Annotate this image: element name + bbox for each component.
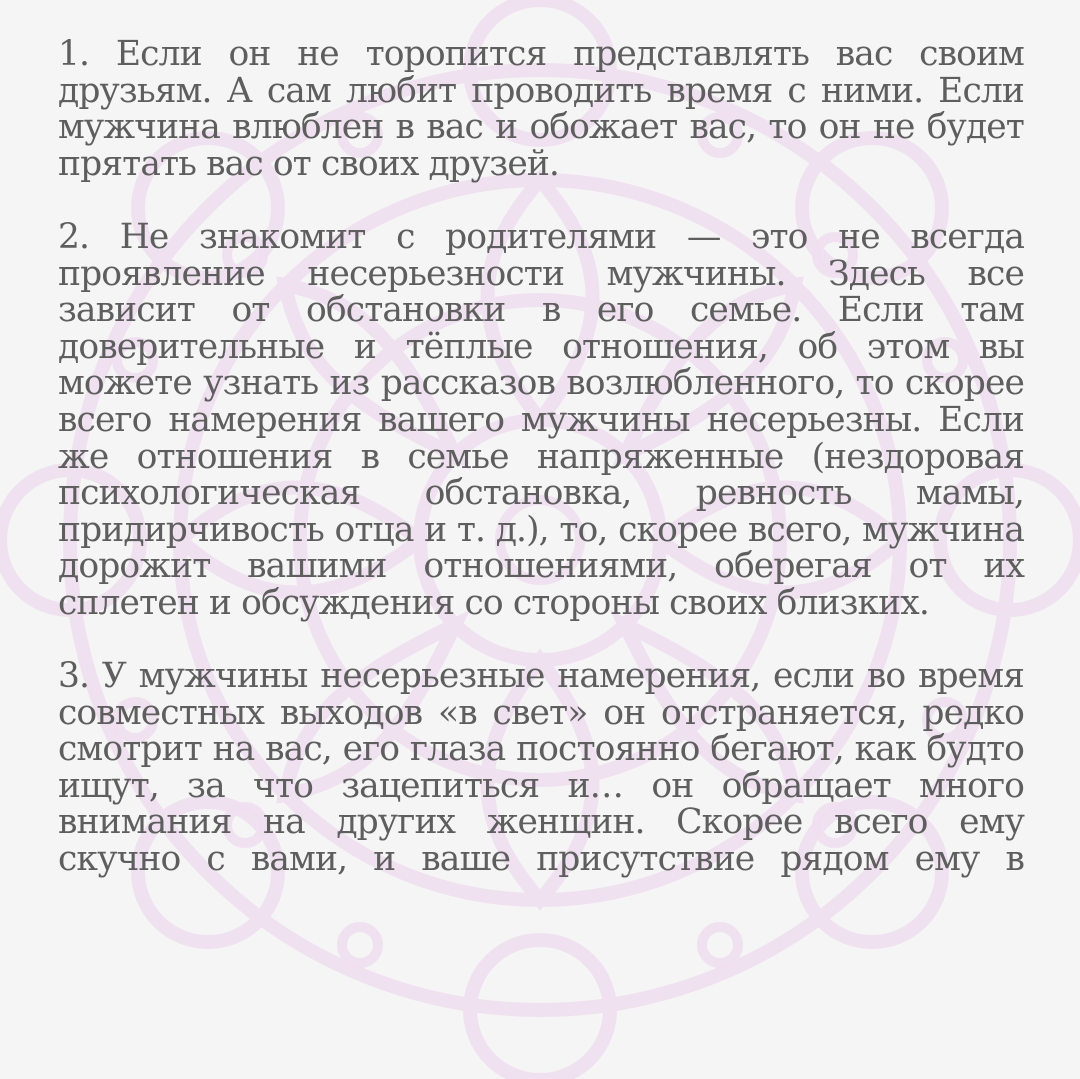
paragraph-2: 2. Не знакомит с родителями — это не всегда проявление несерьезности мужчины. Здесь все зависит от обстановки в его семье. Если там доверительные и тёплые отношения, об этом вы можете узнать из рассказов возлюбленного, то скорее всего намерения вашего мужчины несерьезны. Если же отношения в семье напряженные (нездоровая психологическая обстановка, ревность мамы, придирчивость отца и т. д.), то, скорее всего, мужчина дорожит вашими отношениями, оберегая от их сплетен и обсуждения со стороны своих близких. (58, 216, 1024, 623)
paragraph-3: 3. У мужчины несерьезные намерения, если во время совместных выходов «в свет» он отстраняется, редко смотрит на вас, его глаза постоянно бегают, как будто ищут, за что зацепиться и… он обращает много внимания на других женщин. Скорее всего ему скучно с вами, и ваше присутствие рядом ему в (58, 656, 1024, 880)
paragraph-1: 1. Если он не торопится представлять вас своим друзьям. А сам любит проводить время с ними. Если мужчина влюблен в вас и обожает вас, то он не будет прятать вас от своих друзей. (58, 34, 1024, 184)
article-text (58, 36, 1024, 878)
